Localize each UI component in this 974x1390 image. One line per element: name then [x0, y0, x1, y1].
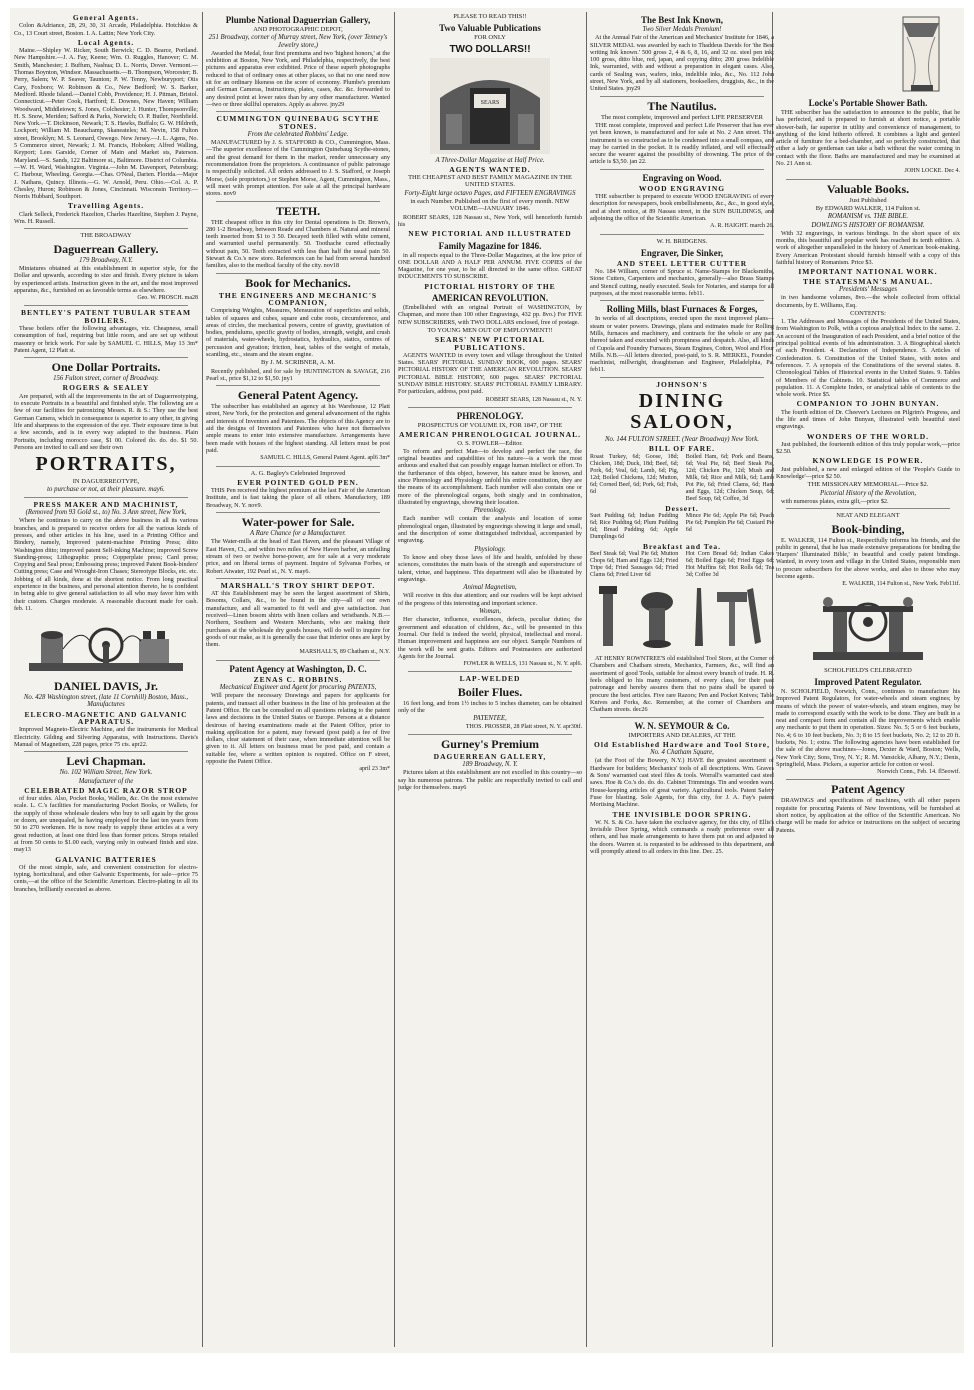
daguerrean-gallery-title: Daguerrean Gallery.: [53, 241, 159, 256]
dining-saloon-title: DINING SALOON,: [630, 389, 734, 433]
best-ink-body: At the Annual Fair of the American and Mechanics' Institute for 1846, a SILVER MEDAL was awarded by each to Thaddeus Davids for 'the Best writing Ink known.' 500 gross 2, 4 & 6, 8, 16, and 32 oz. steel pen ink; 100 gross, ditto blue, red, japan, and copying ditto; 200 gross Indelible Ink, warranted, with and without a preparation in elegant cases. Also, cards of Sealing wax, wafers, inks, indelible inks, &c., No. 112 John street, New York, and by all stationers, booksellers, druggists, &c., in the United States. jny29: [590, 34, 774, 93]
missionary-memorial: THE MISSIONARY MEMORIAL—Price $2.: [807, 481, 929, 489]
column-rule: [202, 12, 203, 1347]
gold-pen-body: THIS Pen received the highest premium at the last Fair of the American Institute, and is fast taking the place of all others. Manufactory, 189 Broadway, N. Y. nov9.: [206, 487, 390, 509]
seymour-address: No. 4 Chatham Square,: [650, 749, 714, 757]
portraits-subtitle: IN DAGUERREOTYPE,: [72, 478, 140, 486]
phrenology-subheading: Phrenology.: [473, 507, 507, 515]
publications-for-only: FOR ONLY: [474, 34, 506, 42]
divider: [24, 228, 188, 229]
divider: [216, 466, 380, 467]
engraver-body: No. 184 William, corner of Spruce st. Name-Stamps for Blacksmiths, Stone Cutters, Carpenters and mechanics, generally—also Brass Stamps and Stencil cutting, neatly executed. Seals for Notaries, and stamps for all purposes, at the most reasonable terms. feb11.: [590, 268, 774, 298]
shower-bath-title: Locke's Portable Shower Bath.: [808, 98, 928, 108]
gurney-body: Pictures taken at this establishment are not excelled in this country—so say his numerous patrons. The public are respectfully invited to call and judge for themselves. may6: [398, 769, 582, 792]
bookbinding-kicker: NEAT AND ELEGANT: [836, 512, 900, 520]
divider: [408, 734, 572, 735]
magnetism-subheading: Animal Magnetism,: [463, 584, 517, 592]
breakfast-heading: Breakfast and Tea.: [642, 541, 722, 551]
phrenology-prospectus: PROSPECTUS OF VOLUME IX, FOR 1847, OF THE: [417, 421, 563, 429]
two-dollars-title: TWO DOLLARS!!: [449, 43, 531, 55]
magnetism-body: Will receive in this due attention; and our readers will be kept advised of the progress of this interesting and important science.: [398, 592, 582, 607]
dessert-heading: Dessert.: [665, 503, 699, 513]
romanism-title: ROMANISM vs. THE BIBLE.: [827, 213, 909, 221]
water-power-body: The Water-mills at the head of East Haven, and the pleasant Village of East Haven, Ct., and within two miles of New Haven harbor, an unfailing stream of two or twelve horse-power, are for sale at a very moderate price, and on liberal terms of payment. Inquire of Sylvanus Forbes, or Robert Atwater, 192 Pearl st., N. Y. may6.: [206, 538, 390, 575]
engraver-title: Engraver, Die Sinker,: [640, 247, 724, 258]
physiology-body: To know and obey those laws of life and health, unfolded by these sciences, constitutes the main basis of the strength and superstructure of talent, virtue, and happiness. This department will also be illustrated by engravings.: [398, 553, 582, 583]
family-magazine-title: Family Magazine for 1846.: [438, 240, 542, 251]
best-ink-subtitle: Two Silver Medals Premium!: [642, 26, 722, 33]
contents-body: 1. The Addresses and Messages of the Presidents of the United States, from Washington to Polk, with a copious analytical Index to the same. 2. An account of the Inauguration of each President, and a brief notice of the principal political events of his administration. 3. A Biographical sketch of each President. 4. Declaration of Independence. 5. Articles of Confederation. 6. Constitution of the United States, with notes and references. 7. A synopsis of the Constitutions of the several states. 8. Chronological Tables of Historical events in the United States. 9. Tables of Members of the Cabinets. 10. Statistical tables of Commerce and population. 11. A Complete Index, or analytical table of contents to the whole work. Price $5.: [776, 318, 960, 399]
levi-chapman-title: Levi Chapman.: [66, 754, 146, 769]
washington-agency-signature: april 23 3m*: [359, 766, 390, 773]
wonders-body: Just published, the fourteenth edition of this truly popular work,—price $2.50.: [776, 440, 960, 456]
divider: [786, 179, 950, 180]
door-spring-title: THE INVISIBLE DOOR SPRING.: [612, 809, 752, 819]
dining-address: No. 144 FULTON STREET. (Near Broadway) New York.: [605, 435, 759, 443]
contents-heading: CONTENTS:: [850, 309, 886, 317]
column-rule: [586, 12, 587, 1347]
breakfast-right: Hot Corn Bread 6d; Indian Cakes 6d; Boiled Eggs 6d; Fried Eggs 6d; Hot Muffins 6d; Hot Rolls 6d; Tea 3d; Coffee 3d: [685, 551, 774, 579]
divider: [24, 497, 188, 498]
daniel-davis-title: DANIEL DAVIS, Jr.: [53, 679, 159, 694]
electro-magnetic-apparatus-illustration: [21, 615, 191, 677]
phrenology-section-body: Each number will contain the analysis and location of some phrenological organ, illustrated by engravings showing it large and small, and the description of some distinguished individual, accompanied by engraving.: [398, 515, 582, 545]
teeth-title: TEETH.: [275, 203, 321, 218]
divider: [216, 273, 380, 274]
bookbinding-title: Book-binding,: [831, 521, 905, 536]
local-agents-list: Maine.—Shipley W. Ricker, South Berwick; C. D. Bearce, Portland. New Hampshire.—J. A. Fay, Keene; Wm. O. Ruggles, Hanover; C. M. Smith, Manchester; J. Buffum, Nashua; D. L. Norris, Dover. Vermont.—Thomas Boynton, Windsor. Massachusetts.—B. Thompson, Worcester; B. Perry, Salem; W. P. Seaver, Taunton; P. W. Tenny, Newburyport; Otis Cary, Foxboro; W. Robinson & Co., New Bedford; W. S. Barker, Medford. Rhode Island.—Daniel Cobb, Providence; H. J. Pitman, Bristol. Connecticut.—Peter Cook, Hartford; E. Downes, New Haven; William Woodward, Middletown; S. Jones, Colchester; J. Hunter, Thompsonville; H. S. Snow, Meriden; Safford & Parks, Norwich; O. P. Butler, Northfield. New York.—T. Dickinson, Newark; T. S. Hawks, Buffalo; G. W. Hildreth, Lockport; William M. Beauchamp, Skaneateles; M. Nevin, 158 Fulton street, Brooklyn; M. S. Leonard, Oswego. New Jersey.—J. L. Agens, No. 5 Commerce street, Newark; J. M. Francis, Hoboken; Alfred Walling, Keyport; Lees Garside, Corner of Main and Market sts, Paterson. Maryland.—S. Sands, 122 Baltimore st., Baltimore. District of Columbia.—W. H. Ward, Washington. Virginia.—John M. Davenport, Petersburg; C. Harbour, Wheeling. Georgia.—Chas. O'Neal, Darien. Florida.—Major J. Nathans, Quincy. Illinois.—G. W. Arnold, Peru. Ohio.—Col. A. P. Chesley, Huron; Robinson & Jones, Cincinnati. Wisconsin Territory.—Norris Hubbard, Southport.: [14, 47, 198, 201]
seymour-store: Old Established Hardware and Tool Store,: [593, 739, 770, 749]
agents-heading: General Agents.: [72, 13, 140, 22]
magazine-claim: THE CHEAPEST AND BEST FAMILY MAGAZINE IN THE UNITED STATES.: [408, 174, 572, 189]
levi-address: No. 102 William Street, New York.: [59, 769, 153, 777]
pictorial-revolution-title: Pictorial History of the Revolution,: [819, 489, 917, 497]
divider: [216, 512, 380, 513]
sears-magazine-illustration: [430, 58, 550, 154]
wood-engraving-signature: A. R. HAIGHT. march 26.: [710, 223, 774, 230]
tools-illustration: [597, 582, 767, 652]
divider: [408, 407, 572, 408]
divider: [24, 357, 188, 358]
portraits-firm: ROGERS & SEALEY: [62, 383, 150, 393]
american-revolution-title: AMERICAN REVOLUTION.: [431, 293, 549, 304]
woman-subheading: Woman,: [479, 608, 501, 616]
seymour-body: (at the Foot of the Bowery, N.Y.) HAVE the greatest assortment of Hardware for builders; Mechanics' tools of all descriptions. Wm. Graves & Sons' warranted cast steel files & tools. Worrall's warranted cast steel saws. Hoe & Co.'s do. do. do. Cabinet Trimmings. Tin and wooden ware. House-keeping articles of great variety. Agricultural tools. Patent Safety Fuse for blasting. Sole Agents, for this city, for J. A. Fay's patent Mortising Machine.: [590, 757, 774, 809]
boilers-title: BENTLEY'S PATENT TUBULAR STEAM BOILERS.: [20, 308, 192, 325]
bookbinding-body: E. WALKER, 114 Fulton st., Respectfully informs his friends, and the public in general, that he has made extensive preparations for binding the 'Harpers' Illuminated Bible,' in beautiful and costly patent bindings. Wanted, in every town and village in the United States, responsible men to procure subscribers for the above works, and also to those who may become agents.: [776, 536, 960, 581]
portraits-address: 156 Fulton street, corner of Broadway.: [53, 375, 159, 383]
wood-engraving-subtitle: WOOD ENGRAVING: [638, 183, 726, 193]
sears-publications-title: SEARS' NEW PICTORIAL PUBLICATIONS.: [434, 335, 546, 352]
regulator-title: Improved Patent Regulator.: [814, 676, 922, 687]
seymour-subtitle: IMPORTERS AND DEALERS, AT THE: [628, 731, 736, 739]
boiler-flues-title: Boiler Flues.: [457, 684, 523, 699]
davis-subtitle: ELECRO-MAGNETIC AND GALVANIC APPARATUS.: [24, 709, 188, 727]
best-ink-title: The Best Ink Known,: [640, 15, 724, 25]
davis-address: No. 428 Washington street, (late 11 Cornhill) Boston, Mass., Manufactures: [23, 694, 189, 709]
column-3: [398, 12, 582, 1347]
sears-publications-body: AGENTS WANTED in every town and village throughout the United States. SEARS' PICTORIAL SUNDAY BOOK, 600 pages. SEARS' PICTORIAL HISTORY OF THE AMERICAN REVOLUTION. SEARS' PICTORIAL BIBLE HISTORY, 600 pages. SEARS' PICTORIAL SUNDAY BIBLE HISTORY. SEARS' PICTORIAL FAMILY LIBRARY. For particulars, address, post paid.: [398, 351, 582, 396]
book-subtitle: THE ENGINEERS AND MECHANIC'S COMPANION,: [218, 290, 378, 307]
travelling-agents-list: Clark Selleck, Frederick Hazelton, Charles Hazeltine, Stephen J. Payne, Wm. H. Russell.: [14, 210, 198, 226]
pictorial-history-title: PICTORIAL HISTORY OF THE: [424, 281, 556, 291]
column-1: [14, 12, 198, 1347]
seymour-title: W. N. SEYMOUR & Co.: [634, 720, 730, 731]
patent-agency-body: The subscriber has established an agency at his Warehouse, 12 Platt street, New York, for the protection and general advancement of the rights and interests of Inventors and Patentees. The objects of this Agency are to aid the designs of Inventors and Patentees who have not themselves ample means to enter into extensive manufacture. Arrangements have been made with houses of the highest standing. All letters must be post paid.: [206, 403, 390, 454]
divider: [24, 751, 188, 752]
plumbe-title: Plumbe National Daguerrian Gallery,: [225, 15, 371, 25]
dessert-menu: [590, 513, 774, 541]
breakfast-left: Beef Steak 6d; Veal Pie 6d; Mutton Chops 6d; Ham and Eggs 12d; Fried Tripe 6d; Fried Sausages 6d; Fried Clams 6d; Fried Liver 6d: [590, 551, 679, 579]
breakfast-menu: [590, 551, 774, 579]
young-men-notice: TO YOUNG MEN OUT OF EMPLOYMENT!!: [427, 326, 553, 334]
nautilus-subtitle: The most complete, improved and perfect LIFE PRESERVER: [601, 113, 763, 121]
gurney-title: Gurney's Premium: [440, 736, 540, 751]
agents-list: Colon &Adriance, 28, 29, 30, 31 Arcade, Philadelphia. Hotchkiss & Co., 13 Court street, Boston. I. A. Lattin; New York City.: [14, 22, 198, 37]
rolling-mills-body: In works of all descriptions, erected upon the most improved plans—steam or water powers. Drawings, plans and estimates made for Rolling Mills, furnaces and machinery, and contracts for the whole or any part thereof taken and executed with promptness and despatch. Also, all kinds of Cupola and Foundry Furnaces, Steam Engines, Cotton, Wool and Flour Mills. N.B.—All letters directed, post-paid, to S. R. MERKEL, Founder-machinist, millwright, draughtsman and Engineer, Philadelphia, Pa. feb11.: [590, 315, 774, 374]
shirt-depot-body: AT this Establishment may be seen the largest assortment of Shirts, Bosoms, Collars, &c., to be found in the city—all of our own manufacture, and all warranted to fit well and give satisfaction. Just received—Linen bosom shirts with linen collars and wristbands. N.B.—Northern, Southern and Western Merchants, who are making their purchases at the wholesale dry goods houses, will do well to inquire for goods of our make, as it is generally the case that inferior ones are kept by them.: [206, 590, 390, 649]
dessert-left: Suet Pudding 6d; Indian Pudding 6d; Rice Pudding 6d; Plum Pudding 6d; Bread Pudding 6d; Apple Dumplings 6d: [590, 512, 679, 540]
plumbe-body: Awarded the Medal, four first premiums and two 'highest honors,' at the exhibition at Boston, New York, and Philadelphia, respectively, the best pictures and apparatus ever exhibited. Price of these superb photographs reduced to that of ordinary ones at other places, so that no one need now sit for an ordinary likeness on the score of economy. Plumbe's premium and German Cameras, Instructions, plates, cases, &c. &c. forwarded to any desired point at lower rates than by any other manufacturer. Wanted—two or three skillful operators. Apply as above. jny29: [206, 49, 390, 108]
divider: [600, 300, 764, 301]
menu-column-left: Roast Turkey, 6d; Goose, 18d; Chicken, 18d; Duck, 18d; Beef, 6d; Pork, 6d; Veal, 6d; Lamb, 6d; Pig, 12d; Boiled Chickens, 12d; Mutton, 6d; Corned Beef, 6d; Pork, 6d; Fish, 6d: [590, 453, 679, 495]
bunyan-body: The fourth edition of Dr. Cheever's Lectures on Pilgrim's Progress, and the life and times of John Bunyan, illustrated with beautiful steel engravings.: [776, 408, 960, 431]
patent-agency-footer-body: DRAWINGS and specifications of machines, with all other papers requisite for procuring Patents of New Inventions, will be furnished at short notice, by application at the office of the Scientific American. No charge will be made for advice or instructions on the subject of securing Patents.: [776, 797, 960, 834]
lap-welded-title: LAP-WELDED: [459, 674, 521, 684]
shirt-depot-signature: MARSHALL'S, 89 Chatham st., N.Y.: [299, 649, 390, 656]
shower-bath-signature: JOHN LOCKE. Dec 4.: [904, 168, 960, 175]
prosser-signature: THOS. PROSSER, 28 Platt street, N. Y. apr30tf.: [465, 723, 582, 730]
rolling-mills-title: Rolling Mills, blast Furnaces & Forges,: [606, 304, 758, 315]
bridgens-name: W. H. BRIDGENS.: [656, 237, 708, 245]
statesmans-manual-title: THE STATESMAN'S MANUAL.: [802, 276, 934, 286]
door-spring-body: W. N. S. & Co. have taken the exclusive agency, for this city, of Ellis's Invisible Door Spring, which commands a ready preference over all others, and has made arrangements to have them put on and adjusted to the doors. Warren st. is requested to be addressed to this department, and will promptly attend to all orders in this line. Dec. 25.: [590, 818, 774, 855]
pictorial-revolution-body: with numerous plates, extra gilt,—price $2.: [781, 497, 889, 505]
galvanic-batteries-title: GALVANIC BATTERIES: [55, 854, 157, 864]
gallery-address: 179 Broadway, N.Y.: [79, 256, 133, 264]
valuable-books-title: Valuable Books.: [826, 181, 910, 196]
just-published: Just Published: [849, 196, 887, 204]
davis-body: Improved Magneto-Electric Machine, and the instruments for Medical Electricity. Gilding and Silvering Apparatus, with Instructions. Davis's Manual of Magnetism, 228 pages, price 75 cts. apr22.: [14, 726, 198, 748]
regulator-body: N. SCHOLFIELD, Norwich, Conn., continues to manufacture his Improved Patent Regulators, for water-wheels and steam engines; by means of which the power of water-wheels, and steam engines, may be made to correspond exactly with the work to be done. They are built in a neat and compact form and contain all the improvements which enable any mechanic to put them in operation. Sizes: No. 5; 5 or 6 feet buckets, No. 4; 6 to 10 feet buckets, No. 3; 8 to 15 feet buckets, No. 2; 12 to 20 ft. buckets, No. 1; extra. The following agencies have been established for the sale of the above machines—Jones, Dexter & Ward, Boston; Wells, New York City; Sons, Troy, N. Y.; R. M. Vansickle, Albany, N.Y.; Denis, Springfield, Mass. Pickers, a superior article for cotton or wool.: [776, 687, 960, 768]
scythe-stones-body: MANUFACTURED by J. S. STAFFORD & CO., Cummington, Mass.—The superior excellence of the Cummington Quinebaug Scythe-stones, and the great demand for them in the market, render unnecessary any recommendation from the proprietors. A continuance of public patronage is respectfully solicited. All orders addressed to J. S. Stafford, or Joseph Morse, (sole proprietors,) or Stephen Morse, Agent, Cummington, Mass., will meet with prompt attention. For sale at all the principal hardware stores. nov9: [206, 139, 390, 198]
column-rule: [394, 12, 395, 1347]
physiology-subheading: Physiology.: [474, 545, 506, 553]
statesmans-manual-body: in two handsome volumes, 8vo.—the whole collected from official documents, by E. Williams, Esq.: [776, 294, 960, 309]
shower-bath-body: THE subscriber has the satisfaction to announce to the public, that he has perfected, and is prepared to furnish at short notice, a portable shower-bath, far superior in utility and convenience of management, to anything of the kind hitherto offered. It combines a light and genteel article of furniture for a bed-chamber, and so perfectly constructed, that either a lady or gentleman can take a bath without the water coming in contact with the floor. Baths are manufactured and may be examined at No. 21 Ann st.: [776, 109, 960, 168]
shower-bath-illustration: [793, 15, 943, 95]
menu-column-right: Boiled Ham, 6d; Pork and Beans, 6d; Veal Pie, 6d; Beef Steak Pie, 12d; Chicken Pie, 12d; Mush and Milk, 6d; Rice and Milk, 6d; Lamb Pot Pie, 6d; Fried Clams, 6d; Ham and Eggs, 12d; Chicken Soup, 6d; Beef Soup, 6d; Coffee, 3d: [685, 453, 774, 502]
general-patent-agency-title: General Patent Agency.: [237, 388, 359, 403]
gallery-body: Miniatures obtained at this establishment in superior style, for the Dollar and upwards, according to size and finish. Every picture is taken by experienced artists. Instruction given in the art, and the most improved apparatus, &c., furnished on as favorable terms as elsewhere.: [14, 264, 198, 294]
divider: [24, 305, 188, 306]
patent-regulator-illustration: [803, 592, 933, 664]
wonders-title: WONDERS OF THE WORLD.: [806, 431, 930, 441]
divider: [786, 779, 950, 780]
magazine-title: NEW PICTORIAL AND ILLUSTRATED: [408, 229, 572, 239]
water-power-subtitle: A Rare Chance for a Manufacturer.: [249, 530, 347, 538]
patent-agency-title: Patent Agency: [831, 782, 905, 797]
nautilus-body: THE most complete, improved and perfect Life Preserver that has ever yet been known, is manufactured and for sale at No. 2 Ann street. This instrument is so constructed as to be condensed into a small compass, and may be carried in the pocket. It is readily inflated, and will effectually secure the wearer against the possibility of drowning. The price of the article is $3,50. jan 22.: [590, 121, 774, 166]
phrenology-editor: O. S. FOWLER—Editor.: [457, 439, 523, 447]
water-power-title: Water-power for Sale.: [241, 515, 355, 530]
books-publisher: By EDWARD WALKER, 114 Fulton st.: [815, 204, 921, 212]
sears-signature: ROBERT SEARS, 128 Nassau st., N. Y.: [485, 396, 582, 403]
magazine-volume: in each Number. Published on the first of every month. NEW VOLUME—JANUARY 1846.: [410, 198, 570, 213]
washington-agency-body: Will prepare the necessary Drawings and papers for applicants for patents, and transact all other business in the line of his profession at the Patent Office. He can be consulted on all questions relating to the patent laws and decisions in the United States or Europe. Persons at a distance desirous of having examinations made at the Patent Office, prior to making application for a patent, may forward (post paid) a fee of five dollars, clear statement of their case, when immediate attention will be given to it. All letters on business must be post paid, and contain a suitable fee, where a written opinion is required. Office on F street, opposite the Patent Office.: [206, 692, 390, 766]
phrenological-journal-title: AMERICAN PHRENOLOGICAL JOURNAL.: [398, 430, 582, 440]
gurney-address: 189 Broadway, N. Y.: [462, 761, 518, 769]
knowledge-title: KNOWLEDGE IS POWER.: [812, 456, 924, 466]
gold-pen-title: EVER POINTED GOLD PEN.: [237, 477, 359, 487]
svg-text:SEARS: SEARS: [480, 99, 500, 106]
divider: [600, 96, 764, 97]
divider: [600, 234, 764, 235]
knowledge-body: Just published, a new and enlarged edition of the 'People's Guide to Knowledge'—price $2 50.: [776, 465, 960, 481]
book-for-mechanics-title: Book for Mechanics.: [245, 275, 351, 290]
magazine-intro: ROBERT SEARS, 128 Nassau st., New York, will henceforth furnish his: [398, 213, 582, 228]
washington-agency-subtitle: Mechanical Engineer and Agent for procuring PATENTS,: [219, 684, 377, 692]
divider: [216, 385, 380, 386]
patent-agency-signature: SAMUEL C. HILLS, General Patent Agent. apl6 3m*: [260, 455, 390, 462]
agents-wanted: AGENTS WANTED.: [449, 164, 531, 174]
levi-body: of four sides. Also, Pocket Books, Wallets, &c. On the most extensive scale. L. C.'s facilities for manufacturing Pocket Books, or Wallets, for the supply of those wholesale dealers who buy to sell again by the gross or dozen, are unequaled, he having employed for the last ten years from 50 to 270 workmen. He is now ready to supply these articles at a very great reduction, at least one third less than former prices. Strops retailed at from 50 cents to $1.00 each, varying only in outward finish and size. may13: [14, 795, 198, 854]
shirt-depot-title: MARSHALL'S TROY SHIRT DEPOT.: [220, 580, 376, 590]
regulator-kicker: SCHOLFIELD'S CELEBRATED: [824, 666, 912, 674]
portraits-body: Are prepared, with all the improvements in the art of Daguerreotyping, to execute Portraits in a beautiful and finished style. The following are a few of our facilities for patronizing Messrs. R. & S.: They use the best German Camera, which in consequence is superior to any other, in giving life and sharpness to the expression of the eye. Their exposure time is but a few seconds, and is in every way adapted to the business. Plain Portraits, including morocco case, $1 00. Colored do. do. do. $1 50. Persons are invited to call and see their own: [14, 392, 198, 451]
patentee-label: PATENTEE,: [473, 715, 507, 723]
bill-of-fare-heading: BILL OF FARE.: [648, 444, 716, 454]
bookbinding-signature: E. WALKER, 114 Fulton st., New York. Feb11tf.: [842, 581, 960, 588]
local-agents-heading: Local Agents.: [77, 37, 135, 47]
phrenology-signature: FOWLER & WELLS, 131 Nassau st., N. Y. apl6.: [463, 661, 582, 668]
portraits-note: to purchase or not, at their pleasure. may6.: [47, 486, 165, 494]
teeth-body: THE cheapest office in this city for Dental operations is Dr. Brown's, 280 1-2 Broadway, between Reade and Chambers st. Natural and mineral teeth inserted from $1 to 3 50. Decayed teeth filled with white cement, and warranted useful permanently. 50. Toothache cured effectually without pain, 50. Teeth extracted with less than half the usual pain 50. Stewart & Co.'s new store. References can be had from several hundred families, also to the medical faculty of the city. nov18: [206, 218, 390, 270]
column-4: [590, 12, 774, 1347]
divider: [786, 508, 950, 509]
travelling-agents-heading: Travelling Agents.: [67, 201, 145, 211]
divider: [600, 169, 764, 170]
dowling-title: DOWLING'S HISTORY OF ROMANISM.: [811, 221, 925, 229]
divider: [216, 201, 380, 202]
scythe-stones-title: CUMMINGTON QUINEBAUG SCYTHE STONES.: [216, 114, 380, 131]
levi-manufacturer: Manufacturer of the: [78, 777, 134, 785]
wood-engraving-title: Engraving on Wood.: [642, 172, 722, 183]
boiler-flues-body: 16 feet long, and from 1½ inches to 5 inches diameter, can be obtained only of the: [398, 699, 582, 714]
regulator-signature: Norwich Conn., Feb. 14. fl5eowtf.: [877, 769, 960, 776]
plumbe-address: 251 Broadway, corner of Murray street, New York, (over Tenney's Jewelry store,): [208, 34, 388, 49]
divider: [600, 377, 764, 378]
newspaper-page: [10, 8, 964, 1353]
book-author: By J. M. SCRIBNER, A. M.: [260, 359, 336, 367]
bill-of-fare: [590, 454, 774, 503]
gold-pen-kicker: A. G. Bagley's Celebrated Improved: [250, 469, 346, 477]
nautilus-title: The Nautilus.: [647, 98, 717, 113]
one-dollar-portraits-title: One Dollar Portraits.: [51, 360, 161, 375]
book-body: Comprising Weights, Measures, Mensuration of superficies and solids, tables of squares and cubes, square and cube roots, circumference, and areas of circles, the mechanical powers, centre of gravity, gravitation of bodies, pendulums, specific gravity of bodies, strength, weight, and crush of materials, water-wheels, hydrostatics, hydraulics, statics, centres of percussion and gyration; friction, heat, tables of the weight of metals, scantling, etc., steam and the steam engine.: [206, 307, 390, 358]
gurney-subtitle: DAGUERREAN GALLERY,: [433, 751, 547, 761]
book-publisher: Recently published, and for sale by HUNTINGTON & SAVAGE, 216 Pearl st., price $1,12 to $1,50. jny1: [206, 367, 390, 382]
magazine-tagline: A Three-Dollar Magazine at Half Price.: [435, 156, 545, 164]
divider: [216, 111, 380, 112]
gallery-signature: Geo. W. PROSCH. ma28: [137, 295, 198, 302]
magic-razor-strop: CELEBRATED MAGIC RAZOR STROP: [24, 785, 188, 795]
column-2: [206, 12, 390, 1347]
divider: [216, 578, 380, 579]
dowling-body: With 32 engravings, in various bindings. In the short space of six months, this beautiful and popular work has reached its tenth edition. A work of altogether unparalleled in the history of American book-making. Every American Protestant should furnish himself with a copy of this faithful history of Romanism. Price $3.: [776, 229, 960, 267]
magazine-body: in all respects equal to the Three-Dollar Magazines, at the low price of ONE DOLLAR AND A HALF PER ANNUM. FIVE COPIES of the Magazine, for one year, to be all directed to the same office. GREAT INDUCEMENTS TO SUBSCRIBE.: [398, 251, 582, 281]
washington-agency-firm: ZENAS C. ROBBINS.: [253, 674, 343, 684]
magazine-pages: Forty-Eight large octavo Pages, and FIFTEEN ENGRAVINGS: [404, 189, 576, 197]
woman-body: Her character, influence, excellences, defects, peculiar duties; the government and education of children, &c., will be presented in this Journal. Our field is indeed the world, physical, intellectual and moral. Human improvement and happiness are our object. Sample Numbers of the work will be sent gratis. Editors and Postmasters are authorized Agents for the Journal.: [398, 616, 582, 660]
boilers-body: These boilers offer the following advantages, viz. Cheapness, small consumption of fuel, requiring but little room, and are set up without masonry or brick work. For sale by SAMUEL C. HILLS, May 13 3m* Patent Agent, 12 Platt st.: [14, 324, 198, 354]
publications-title: Two Valuable Publications: [439, 23, 541, 34]
national-work-title: IMPORTANT NATIONAL WORK.: [798, 267, 938, 277]
dessert-right: Mince Pie 6d; Apple Pie 6d; Peach Pie 6d; Pumpkin Pie 6d; Custard Pie 6d: [685, 512, 774, 533]
divider: [216, 660, 380, 661]
dining-owner: JOHNSON'S: [656, 379, 708, 389]
plumbe-subtitle: AND PHOTOGRAPHIC DEPOT,: [253, 26, 343, 33]
tool-store-body: AT HENRY ROWNTREE'S old established Tool Store, at the Corner of Chambers and Chatham streets, Mechanics, Farmers, &c., will find an assortment of good Tools, suitable for almost every branch of trade. H. R. feels obliged to his many customers, of every class, for their past patronage and hereby assures them that no pains shall be spared to procure the best articles. Five rare Razors; Pen and Pocket Knives; Table Knives and Forks, &c. Remember, at the corner of Chambers and Chatham streets. dec26: [590, 655, 774, 714]
engraver-subtitle: AND STEEL LETTER CUTTER: [616, 258, 748, 268]
pictorial-history-body: (Embellished with an original Portrait of WASHINGTON, by Chapman, and more than 100 other Engravings, 432 pp. 8vo.) For FIVE NEW SUBSCRIBERS, with TWO DOLLARS enclosed, free of postage.: [398, 304, 582, 326]
portraits-big-title: PORTRAITS,: [35, 453, 177, 476]
washington-agency-title: Patent Agency at Washington, D. C.: [229, 663, 367, 674]
wood-engraving-body: THE subscriber is prepared to execute WOOD ENGRAVING of every description for newspapers, book embellishments, &c., &c., in good style, and at short notice, at 89 Nassau street, in the SUN BUILDINGS, and adjoining the office of the Scientific American.: [590, 193, 774, 222]
presidents-messages: Presidents' Messages: [838, 285, 898, 293]
divider: [408, 671, 572, 672]
column-5: [776, 12, 960, 1347]
press-maker-title: PRESS MAKER AND MACHINIST,: [33, 499, 179, 509]
press-maker-body: Where he continues to carry on the above business in all its various branches, and is prepared to receive orders for all the various kinds of presses, and other articles in his line, used in a Printing Office and Bindery, namely, Improved patent-machine Printing Press; ditto Washington ditto; improved patent Self-inking Machine; improved Screw Standing-press; Lithographic press; Copperplate press; Card press; Copying and Seal press; Embossing press; improved Patent Book-binders' Cutting press; Case and Wrought-Iron Chases; Stereotype Blocks, etc. etc. Jobbing of all kinds, done at the shortest notice. From long practical experience in the business, and personal attention thereto, he is confident in being able to give general satisfaction to all who may favor him with their custom. Charges moderate. A reasonable discount made for cash. feb. 11.: [14, 517, 198, 612]
press-maker-address: (Removed from 93 Gold st., to) No. 3 Ann street, New York,: [25, 509, 187, 517]
divider: [600, 717, 764, 718]
bunyan-title: COMPANION TO JOHN BUNYAN.: [796, 399, 940, 409]
phrenology-title: PHRENOLOGY.: [456, 410, 524, 421]
publications-notice: PLEASE TO READ THIS!!: [453, 13, 527, 20]
phrenology-body: To reform and perfect Man—to develop and perfect the race, the original beauties and capabilities of his nature—is a work the most arduous and exalted that can possibly engage human intellect or effort. To the furtherance of this object, however, his nature must be known, and since Phrenology and Physiology unfold his entire constitution, they are the means of its accomplishment. Each number will also contain one or more of the phrenological organs, both singly and in combination, illustrated by engravings, showing their location.: [398, 447, 582, 506]
galvanic-body: Of the most simple, safe, and convenient construction for electro-typing, horticultural, and other Galvanic Experiments, for sale—price 75 cents,—at the office of the Scientific American. Electro-plating in all its branches, brilliantly executed as above.: [14, 863, 198, 893]
gallery-kicker: THE BROADWAY: [80, 232, 132, 240]
scythe-stones-subtitle: From the celebrated Robbins' Ledge.: [247, 130, 349, 138]
